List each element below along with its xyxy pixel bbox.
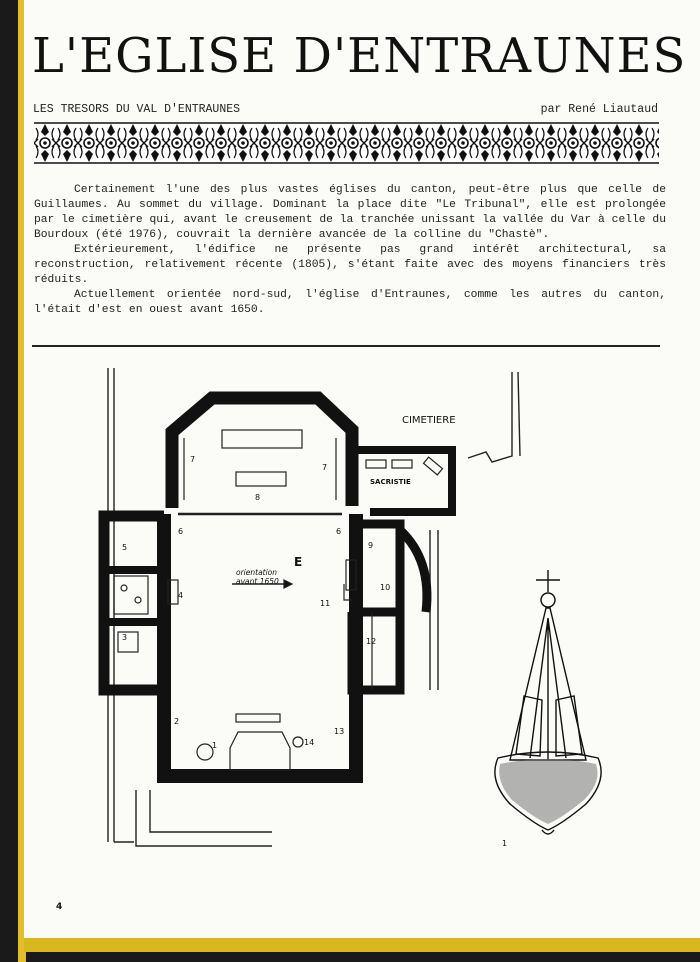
plan-number: 6 (178, 527, 184, 536)
plan-number: 3 (122, 633, 128, 642)
plan-number: 8 (255, 493, 261, 502)
orientation-label-line2: avant 1650 (236, 577, 279, 586)
article-title: L'EGLISE D'ENTRAUNES (32, 28, 687, 84)
plan-number: 7 (190, 455, 196, 464)
orientation-arrow-label: E (294, 555, 303, 569)
plan-number: 9 (368, 541, 374, 550)
plan-number: 11 (320, 599, 331, 608)
hanging-lamp-illustration (490, 568, 630, 858)
walls (104, 398, 452, 776)
plan-number: 7 (322, 463, 328, 472)
paragraph-3: Actuellement orientée nord-sud, l'église d'Entraunes, comme les autres du canton, l'était d'est en ouest avant 1650. (34, 289, 666, 316)
plan-number: 14 (304, 738, 315, 747)
cemetery-label: CIMETIERE (402, 415, 456, 426)
paragraph-2: Extérieurement, l'édifice ne présente pas grand intérêt architectural, sa reconstruction, relativement récente (1805), s'étant faite avec des moyens financiers très réduits. (34, 244, 666, 286)
lamp-caption: 1 (502, 839, 508, 848)
plan-number: 1 (212, 741, 218, 750)
author-byline: par René Liautaud (540, 103, 658, 116)
series-title: LES TRESORS DU VAL D'ENTRAUNES (33, 103, 241, 116)
plan-number: 5 (122, 543, 128, 552)
plan-number: 13 (334, 727, 345, 736)
plan-number: 6 (336, 527, 342, 536)
plan-number: 12 (366, 637, 377, 646)
plan-number: 4 (178, 591, 184, 600)
orientation-label-line1: orientation (236, 568, 278, 577)
plan-number: 10 (380, 583, 391, 592)
plan-number: 2 (174, 717, 180, 726)
sacristy-label: SACRISTIE (370, 478, 411, 486)
page-number: 4 (56, 902, 63, 912)
paragraph-1: Certainement l'une des plus vastes églises du canton, peut-être plus que celle de Guillaumes. Au sommet du village. Dominant la place dite "Le Tribunal", elle est prolongée par le cimetière qui, avant le creusement de la tranchée unissant la vallée du Var à celle du Bourdoux (été 1976), couvrait la dernière avancée de la colline du "Chastè". (34, 184, 666, 241)
